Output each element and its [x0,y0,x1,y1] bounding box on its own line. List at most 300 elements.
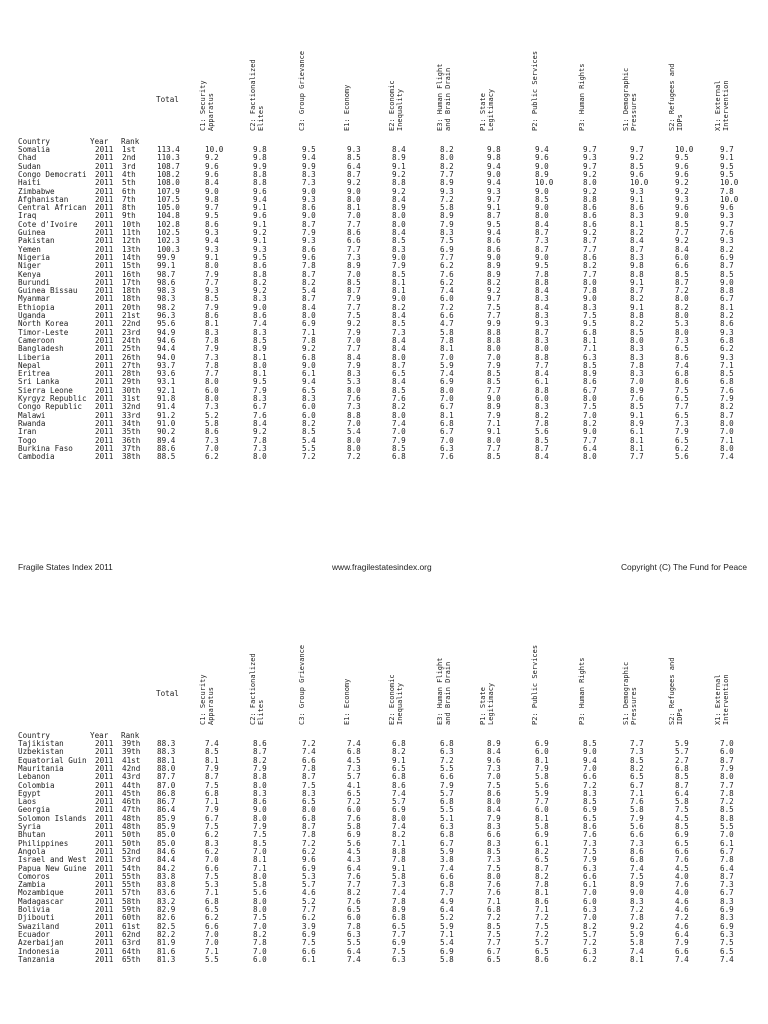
total-cell: 88.3 [157,739,176,748]
indicator-cell: 6.6 [583,871,597,881]
indicator-header-line: S1: Demographic [622,67,630,131]
rank-cell: 5th [122,178,136,188]
indicator-cell: 8.8 [535,277,549,287]
country-cell: Liberia [18,352,51,362]
total-cell: 84.6 [157,846,176,856]
table-row [0,906,768,914]
indicator-cell: 9.2 [347,178,361,188]
indicator-cell: 7.9 [347,327,361,337]
indicator-cell: 6.7 [440,402,454,412]
indicator-cell: 8.3 [630,344,644,354]
indicator-cell: 8.5 [535,435,549,445]
total-cell: 85.9 [157,822,176,831]
indicator-cell: 5.2 [205,410,219,420]
indicator-cell: 9.1 [392,161,406,171]
country-cell: Mauritania [18,763,64,773]
indicator-cell: 8.6 [583,822,597,831]
indicator-cell: 7.7 [675,228,689,237]
header-rank: Rank [121,137,140,146]
country-cell: Somalia [18,145,51,154]
indicator-cell: 8.8 [720,813,734,823]
indicator-cell: 7.8 [302,335,316,345]
indicator-cell: 5.5 [720,822,734,831]
country-cell: Kenya [18,269,41,279]
indicator-cell: 5.9 [440,360,454,370]
indicator-cell: 8.7 [720,871,734,881]
total-cell: 88.3 [157,747,176,757]
total-cell: 94.0 [157,352,176,362]
indicator-cell: 9.0 [630,888,644,898]
indicator-cell: 6.7 [630,780,644,790]
indicator-cell: 9.1 [253,203,267,213]
table-row [0,279,768,287]
year-cell: 2011 [95,252,114,262]
table-row [0,428,768,436]
indicator-cell: 7.2 [630,905,644,914]
total-cell: 81.9 [157,938,176,948]
indicator-cell: 7.8 [253,435,267,445]
indicator-cell: 6.0 [302,410,316,420]
indicator-cell: 8.2 [253,929,267,939]
indicator-cell: 8.3 [302,169,316,179]
indicator-cell: 6.6 [440,871,454,881]
indicator-cell: 7.3 [205,435,219,445]
indicator-cell: 8.5 [205,294,219,304]
year-cell: 2011 [95,186,114,196]
indicator-header [668,64,684,131]
indicator-cell: 9.2 [253,427,267,437]
indicator-cell: 7.0 [205,855,219,865]
indicator-cell: 7.3 [675,418,689,428]
indicator-cell: 8.0 [253,360,267,370]
indicator-cell: 8.7 [347,286,361,296]
indicator-cell: 5.2 [440,913,454,923]
rank-cell: 37th [122,443,141,453]
indicator-cell: 6.5 [675,435,689,445]
indicator-cell: 8.9 [630,418,644,428]
indicator-cell: 10.0 [675,145,694,154]
rank-cell: 8th [122,203,136,213]
indicator-cell: 8.1 [535,888,549,898]
country-cell: Iraq [18,211,37,221]
indicator-cell: 9.1 [630,194,644,204]
indicator-cell: 6.5 [302,797,316,807]
footer-center: www.fragilestatesindex.org [332,562,432,572]
year-cell: 2011 [95,822,114,831]
indicator-cell: 9.2 [675,236,689,246]
indicator-cell: 8.7 [535,863,549,873]
indicator-cell: 5.1 [440,813,454,823]
indicator-cell: 8.9 [347,261,361,271]
indicator-cell: 8.0 [253,871,267,881]
total-cell: 83.6 [157,888,176,898]
year-cell: 2011 [95,747,114,757]
indicator-cell: 5.7 [392,797,406,807]
indicator-cell: 8.2 [347,888,361,898]
indicator-cell: 6.5 [347,905,361,914]
indicator-cell: 5.8 [535,772,549,782]
table-row [0,378,768,386]
indicator-cell: 9.2 [583,169,597,179]
indicator-cell: 6.5 [630,772,644,782]
indicator-cell: 6.9 [347,830,361,840]
indicator-cell: 9.3 [302,194,316,204]
indicator-header [199,674,215,725]
country-cell: Georgia [18,805,51,815]
indicator-cell: 7.1 [535,905,549,914]
indicator-header-line: Apparatus [207,93,215,131]
indicator-cell: 7.4 [720,954,734,964]
indicator-header-line: C3: Group Grievance [298,50,306,131]
total-cell: 92.1 [157,385,176,395]
rank-cell: 65th [122,954,141,964]
indicator-cell: 7.0 [630,377,644,387]
indicator-cell: 5.8 [440,954,454,964]
indicator-cell: 8.6 [487,244,501,254]
indicator-cell: 7.7 [487,385,501,395]
year-cell: 2011 [95,319,114,329]
indicator-cell: 6.7 [583,385,597,395]
total-cell: 88.0 [157,763,176,773]
indicator-cell: 4.6 [675,905,689,914]
indicator-cell: 6.3 [440,822,454,831]
indicator-cell: 4.3 [347,855,361,865]
indicator-cell: 7.8 [583,286,597,296]
year-cell: 2011 [95,161,114,171]
indicator-cell: 7.2 [440,302,454,312]
country-cell: Uzbekistan [18,747,64,757]
total-cell: 88.1 [157,755,176,765]
indicator-cell: 8.3 [487,822,501,831]
indicator-cell: 7.1 [487,896,501,906]
indicator-cell: 5.8 [392,871,406,881]
indicator-cell: 6.6 [440,311,454,320]
indicator-cell: 6.8 [440,830,454,840]
indicator-cell: 7.8 [302,763,316,773]
indicator-header-line: X1: External [714,80,722,131]
indicator-cell: 6.8 [347,747,361,757]
indicator-cell: 5.8 [675,797,689,807]
country-cell: Congo Republic [18,402,83,412]
table-row [0,823,768,831]
indicator-cell: 8.0 [253,905,267,914]
indicator-cell: 7.7 [440,888,454,898]
indicator-cell: 9.9 [487,319,501,329]
year-cell: 2011 [95,344,114,354]
indicator-cell: 8.0 [392,219,406,229]
indicator-cell: 6.8 [440,418,454,428]
indicator-cell: 9.2 [302,344,316,354]
indicator-cell: 10.0 [535,178,554,188]
year-cell: 2011 [95,938,114,948]
indicator-cell: 9.8 [253,145,267,154]
indicator-header-line: P1: State [479,687,487,725]
indicator-cell: 8.4 [630,236,644,246]
indicator-cell: 7.9 [205,269,219,279]
indicator-cell: 8.8 [253,772,267,782]
header-country: Country [18,137,51,146]
indicator-cell: 7.7 [440,169,454,179]
table-row [0,163,768,171]
indicator-cell: 7.7 [440,252,454,262]
header-year: Year [90,137,109,146]
year-cell: 2011 [95,402,114,412]
indicator-cell: 7.3 [347,402,361,412]
indicator-header [436,64,452,131]
rank-cell: 24th [122,335,141,345]
indicator-cell: 7.6 [675,880,689,890]
indicator-cell: 4.5 [347,755,361,765]
year-cell: 2011 [95,863,114,873]
indicator-cell: 8.1 [253,352,267,362]
indicator-cell: 8.0 [253,813,267,823]
table-row [0,748,768,756]
indicator-cell: 8.8 [630,269,644,279]
total-cell: 81.6 [157,946,176,956]
indicator-cell: 5.9 [440,846,454,856]
country-cell: Congo Democrati [18,169,87,179]
indicator-cell: 8.6 [535,896,549,906]
indicator-cell: 9.4 [487,228,501,237]
indicator-cell: 7.2 [675,286,689,296]
indicator-cell: 8.3 [253,788,267,798]
indicator-cell: 4.0 [675,871,689,881]
indicator-cell: 9.2 [675,178,689,188]
indicator-cell: 7.0 [583,763,597,773]
indicator-cell: 7.7 [583,269,597,279]
indicator-cell: 8.1 [440,410,454,420]
rank-cell: 53rd [122,855,141,865]
indicator-header [249,59,265,131]
indicator-cell: 7.2 [302,739,316,748]
indicator-cell: 8.9 [392,203,406,213]
indicator-cell: 6.8 [392,739,406,748]
indicator-cell: 7.3 [630,747,644,757]
indicator-cell: 8.6 [535,954,549,964]
indicator-cell: 9.1 [253,236,267,246]
country-cell: Chad [18,153,37,163]
indicator-cell: 8.0 [583,277,597,287]
table-row [0,773,768,781]
indicator-cell: 9.1 [205,252,219,262]
indicator-cell: 9.4 [487,161,501,171]
indicator-cell: 9.2 [347,319,361,329]
country-cell: Bangladesh [18,344,64,354]
table-row [0,412,768,420]
indicator-cell: 4.5 [347,846,361,856]
rank-cell: 48th [122,822,141,831]
table-row [0,287,768,295]
indicator-cell: 9.6 [302,855,316,865]
table-row [0,420,768,428]
indicator-cell: 8.1 [630,443,644,453]
indicator-cell: 7.7 [347,302,361,312]
indicator-cell: 9.2 [392,169,406,179]
total-cell: 82.5 [157,921,176,931]
total-cell: 91.4 [157,402,176,412]
year-cell: 2011 [95,755,114,765]
indicator-cell: 8.5 [675,772,689,782]
indicator-cell: 9.6 [253,186,267,196]
indicator-cell: 5.8 [535,822,549,831]
total-cell: 93.7 [157,360,176,370]
year-cell: 2011 [95,385,114,395]
year-cell: 2011 [95,394,114,403]
indicator-cell: 7.4 [302,747,316,757]
indicator-cell: 9.0 [675,211,689,221]
rank-cell: 62nd [122,929,141,939]
indicator-cell: 7.9 [720,394,734,403]
country-cell: Papua New Guine [18,863,87,873]
indicator-header-line: Elites [257,105,265,131]
indicator-cell: 9.0 [583,427,597,437]
indicator-cell: 10.0 [720,194,739,204]
indicator-cell: 7.9 [347,294,361,304]
indicator-cell: 6.3 [720,929,734,939]
indicator-cell: 8.8 [392,178,406,188]
indicator-cell: 8.0 [302,311,316,320]
indicator-cell: 8.0 [392,813,406,823]
indicator-cell: 7.7 [720,780,734,790]
year-cell: 2011 [95,838,114,848]
indicator-cell: 7.9 [347,360,361,370]
country-cell: Kyrgyz Republic [18,394,87,403]
indicator-cell: 8.0 [720,772,734,782]
indicator-cell: 8.1 [630,219,644,229]
indicator-cell: 5.8 [205,418,219,428]
country-cell: Malawi [18,410,46,420]
year-cell: 2011 [95,830,114,840]
indicator-cell: 8.0 [487,435,501,445]
indicator-header-line: IDPs [676,114,684,131]
indicator-header-line: Legitimacy [487,88,495,131]
indicator-cell: 7.4 [253,319,267,329]
indicator-cell: 6.9 [302,929,316,939]
indicator-cell: 7.0 [440,394,454,403]
indicator-cell: 7.1 [302,327,316,337]
indicator-cell: 6.2 [205,830,219,840]
indicator-cell: 7.7 [487,938,501,948]
indicator-cell: 8.6 [302,203,316,213]
indicator-cell: 7.0 [720,427,734,437]
indicator-header-line: E1: Economy [343,84,351,131]
table-row [0,154,768,162]
indicator-cell: 6.3 [347,929,361,939]
indicator-cell: 6.0 [253,954,267,964]
indicator-cell: 7.9 [205,805,219,815]
indicator-cell: 7.0 [347,269,361,279]
table-row [0,354,768,362]
indicator-cell: 7.8 [347,921,361,931]
indicator-cell: 7.5 [583,402,597,412]
indicator-cell: 9.3 [253,244,267,254]
indicator-cell: 7.2 [720,797,734,807]
indicator-cell: 6.9 [392,938,406,948]
rank-cell: 50th [122,838,141,848]
indicator-cell: 7.5 [392,946,406,956]
indicator-cell: 8.5 [253,838,267,848]
indicator-cell: 8.1 [535,813,549,823]
indicator-cell: 7.5 [302,938,316,948]
indicator-cell: 7.4 [392,418,406,428]
country-cell: Madagascar [18,896,64,906]
total-cell: 82.6 [157,913,176,923]
year-cell: 2011 [95,905,114,914]
indicator-cell: 8.1 [720,302,734,312]
rank-cell: 17th [122,277,141,287]
indicator-cell: 6.9 [720,252,734,262]
indicator-cell: 8.2 [440,145,454,154]
country-cell: Ecuador [18,929,51,939]
indicator-cell: 7.4 [392,788,406,798]
footer-right: Copyright (C) The Fund for Peace [621,562,747,572]
indicator-cell: 8.0 [392,211,406,221]
indicator-cell: 8.0 [347,385,361,395]
indicator-cell: 7.2 [583,938,597,948]
indicator-cell: 7.8 [535,418,549,428]
indicator-cell: 7.2 [302,838,316,848]
year-cell: 2011 [95,203,114,213]
rank-cell: 12th [122,236,141,246]
table-row [0,840,768,848]
indicator-cell: 8.1 [392,286,406,296]
year-cell: 2011 [95,352,114,362]
indicator-cell: 6.8 [630,855,644,865]
year-cell: 2011 [95,302,114,312]
indicator-cell: 9.3 [205,286,219,296]
indicator-cell: 9.3 [583,153,597,163]
indicator-cell: 6.2 [720,344,734,354]
country-cell: Burundi [18,277,51,287]
indicator-cell: 4.7 [440,319,454,329]
total-cell: 90.2 [157,427,176,437]
indicator-cell: 4.1 [347,780,361,790]
indicator-header-line: E1: Economy [343,678,351,725]
indicator-cell: 6.2 [205,846,219,856]
country-cell: Myanmar [18,294,51,304]
indicator-cell: 9.2 [583,228,597,237]
indicator-header [388,80,404,131]
country-cell: North Korea [18,319,69,329]
total-cell: 91.2 [157,410,176,420]
indicator-cell: 9.0 [535,203,549,213]
indicator-cell: 8.3 [535,335,549,345]
table-row [0,873,768,881]
country-cell: Colombia [18,780,55,790]
indicator-cell: 6.1 [302,954,316,964]
rank-cell: 18th [122,294,141,304]
indicator-cell: 5.4 [302,286,316,296]
indicator-cell: 8.1 [347,203,361,213]
indicator-header-line: P2: Public Services [531,644,539,725]
indicator-cell: 6.6 [583,772,597,782]
indicator-cell: 7.0 [205,938,219,948]
indicator-cell: 8.4 [253,418,267,428]
indicator-cell: 9.1 [630,302,644,312]
indicator-header-line: P3: Human Rights [578,657,586,725]
indicator-cell: 6.8 [720,377,734,387]
table-row [0,898,768,906]
indicator-cell: 6.8 [583,327,597,337]
indicator-cell: 7.1 [583,344,597,354]
indicator-cell: 7.0 [347,335,361,345]
indicator-cell: 7.0 [253,846,267,856]
indicator-cell: 8.7 [630,244,644,254]
indicator-cell: 7.7 [583,435,597,445]
total-cell: 85.0 [157,830,176,840]
rank-cell: 21st [122,311,141,320]
indicator-cell: 8.8 [583,194,597,204]
